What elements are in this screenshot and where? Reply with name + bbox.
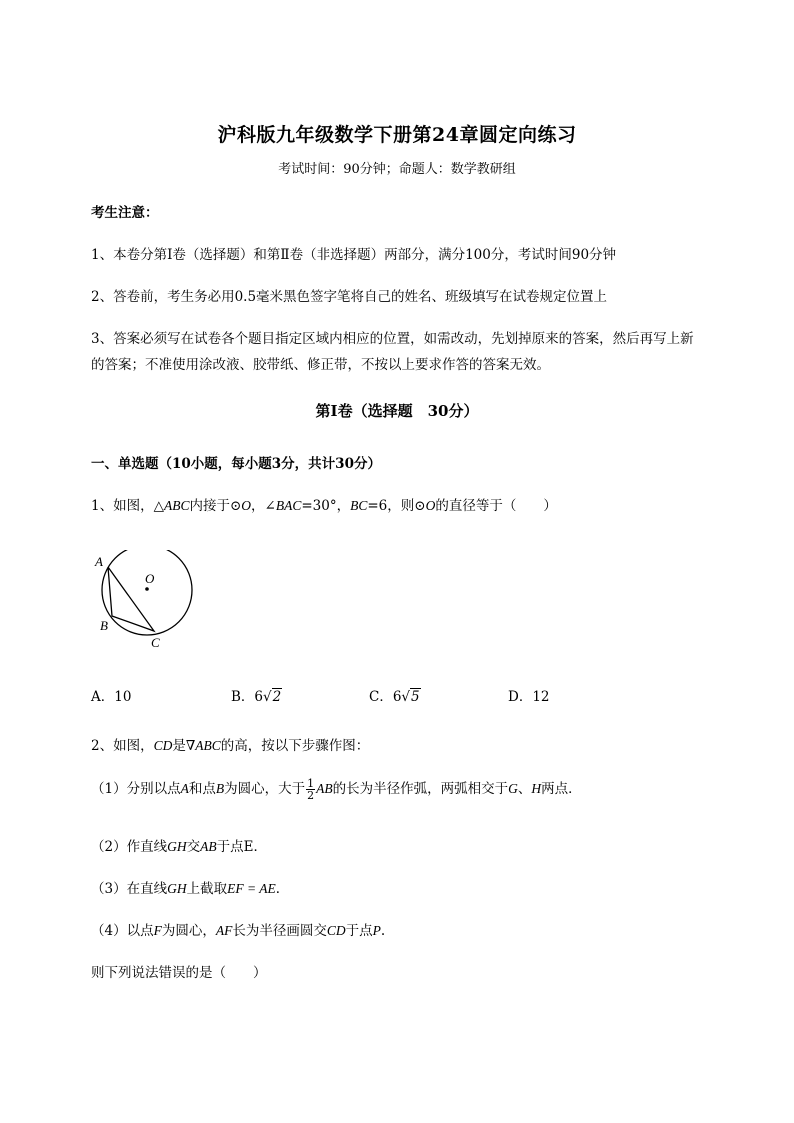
question-1-text: 1、如图，△ABC内接于⊙O，∠BAC=30°，BC=6，则⊙O的直径等于（ ） [91, 498, 557, 514]
option-d[interactable]: D．12 [508, 689, 550, 705]
center-point [145, 587, 149, 591]
label-c: C [151, 635, 160, 650]
question-2-prompt: 则下列说法错误的是（ ） [91, 965, 267, 981]
label-b: B [100, 618, 108, 633]
page-title: 沪科版九年级数学下册第24章圆定向练习 [217, 124, 577, 146]
notice-heading: 考生注意： [91, 205, 159, 221]
sqrt-icon: √ [263, 689, 272, 705]
option-c[interactable]: C．6√5 [369, 689, 420, 705]
option-a[interactable]: A．10 [91, 689, 132, 705]
question-2-step-3: （3）在直线GH上截取EF = AE． [91, 881, 290, 897]
option-b[interactable]: B．6√2 [231, 689, 282, 705]
exam-info: 考试时间：90分钟；命题人：数学教研组 [278, 162, 516, 177]
notice-item-1: 1、本卷分第Ⅰ卷（选择题）和第Ⅱ卷（非选择题）两部分，满分100分，考试时间90分钟 [91, 247, 617, 263]
label-o: O [145, 571, 155, 586]
fraction-one-half: $\frac{1}{2}$ [307, 777, 315, 802]
notice-item-3: 3、答案必须写在试卷各个题目指定区域内相应的位置，如需改动，先划掉原来的答案，然后再写上新 [91, 331, 694, 347]
question-2-step-1: （1）分别以点A和点B为圆心，大于 $\frac{1}{2}$ AB的长为半径作弧，两弧相交于G、H两点． [91, 777, 582, 802]
question-2-step-2: （2）作直线GH交AB于点E． [91, 839, 267, 855]
label-a: A [95, 554, 103, 569]
section-title: 第Ⅰ卷（选择题 30分） [315, 402, 479, 420]
sqrt-icon: √ [401, 689, 411, 705]
part-title: 一、单选题（10小题，每小题3分，共计30分） [91, 456, 381, 472]
question-2-step-4: （4）以点F为圆心，AF长为半径画圆交CD于点P. [91, 923, 386, 939]
circle-figure [92, 550, 202, 655]
notice-item-3-cont: 的答案；不准使用涂改液、胶带纸、修正带，不按以上要求作答的答案无效。 [91, 357, 550, 373]
question-2-intro: 2、如图，CD是∇ABC的高，按以下步骤作图： [91, 738, 370, 754]
notice-item-2: 2、答卷前，考生务必用0.5毫米黑色签字笔将自己的姓名、班级填写在试卷规定位置上 [91, 289, 608, 305]
